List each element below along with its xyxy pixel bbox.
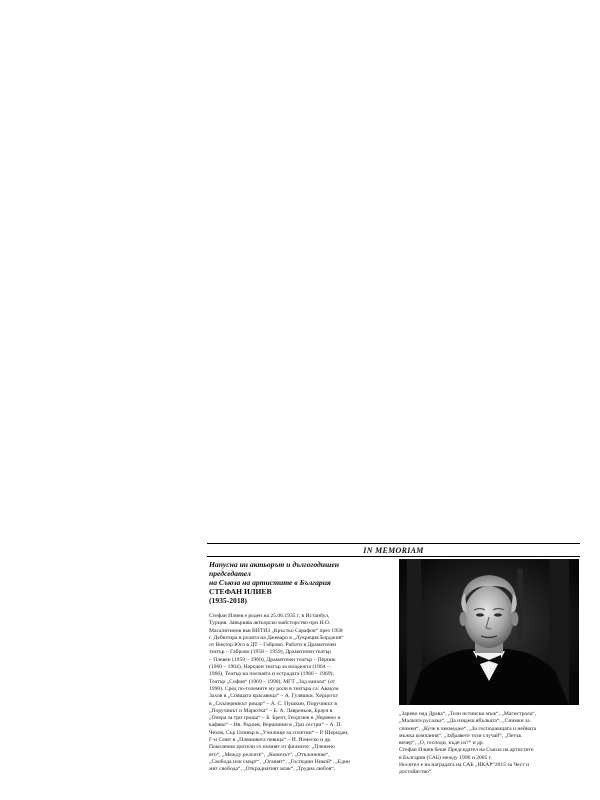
headline-name: СТЕФАН ИЛИЕВ [209, 587, 272, 596]
body-line: „Свобода или смърт“, „Осмият“, „Господин Никой“, „Един [209, 758, 350, 765]
body-line: театър – Габрово (1958 – 1959), Драматичен театър [209, 649, 331, 656]
body-line: Стефан Илиев беше Председател на Съюза на артистите [399, 747, 534, 754]
headline-line-1: Напусна ни актьорът и дългогодишен [209, 560, 339, 569]
headline [209, 560, 394, 605]
body-line: мъжка компания“, „Забравете този случай“, „Петък [399, 732, 522, 739]
headline-years: (1935-2018) [209, 596, 247, 605]
body-line: Чехов, Сър Оливър в „Училище за сплетни“ – Р. Шеридан, [209, 729, 349, 736]
body-line: Турция. Завършва актьорско майсторство при Н.О. [209, 620, 331, 627]
body-line: Театър „София“ (1969 – 1990), МГТ „Зад канала“ (от [209, 678, 336, 685]
body-line: г. Дебютира в ролята на Джеваро в „Лукреция Борджия“ [209, 634, 344, 641]
body-line: ято“, „Между релсите“, „Коничът“, „Отклонение“, [209, 751, 330, 758]
body-line: Стефан Илиев е роден на 25.06.1935 г. в Истанбул, [209, 613, 330, 619]
body-line: достойнство“. [399, 769, 433, 776]
body-line: „Зарево над Драва“, „Този истински мъж“, „Магистрала“, [399, 711, 537, 717]
portrait-photo [399, 559, 579, 705]
body-line: Носител е на наградата на САБ „ИКАР“2015 за Чест и [399, 762, 530, 769]
body-line: (1960 – 1964), Народен театър за младежта (1964 – [209, 664, 330, 671]
section-label: IN MEMORIAM [363, 546, 424, 555]
body-line: „Опера за три гроша“ – Б. Брехт, Георгиев в „Червено и [209, 715, 341, 722]
body-line: в България (САБ) между 1990 и 2005 г. [399, 754, 492, 761]
body-line: – Плевен (1959 – 1960), Драматичен театър – Перник [209, 656, 336, 663]
body-line: от Виктор Юго в ДТ – Габрово. Работи в Драматичен [209, 642, 337, 649]
body-line: „Поручикът и Марютка“ – Б. А. Лавреньов, Браун в [209, 707, 333, 714]
body-line: „Малката русалка“, „Да изядеш ябълката“, „Снимки за [399, 718, 530, 725]
body-line: спомен“, „Куче в чекмедже“, „За господжицата и нейната [399, 725, 537, 732]
headline-line-2: председател [209, 569, 251, 578]
header-rule-top [207, 543, 580, 544]
header-rule-bottom [207, 556, 580, 557]
body-line: Масалитинов във ВИТИЗ „Кръстьо Сарафов“ през 1958 [209, 627, 343, 634]
body-line: Захов в „Спящата красавица“ – А. Гуляшки, Херцогът [209, 693, 339, 700]
body-line: Поколения зрители го помнят от филмите: „Пленено [209, 744, 335, 751]
body-line: в „Скъперникът рицар“ – А. С. Пушкин, Поручикът в [209, 700, 337, 707]
body-line: кафяво“ – Ив. Радоев, Вершинин в „Три сестри“ – А. П. [209, 722, 342, 729]
body-line: 1990). Сред по-големите му роли в театъра са: Авакум [209, 685, 339, 692]
headline-line-3: на Съюза на артистите в България [209, 578, 331, 587]
body-column-right [399, 711, 581, 777]
body-line: вечер“, „О, господи, къде си?“ и др. [399, 740, 485, 747]
body-line: 1966), Театър на поезията и естрадата (1966 – 1969), [209, 671, 334, 678]
body-line: Г-н Смит в „Плешивата певица“ – Й. Йонеско и др. [209, 737, 332, 744]
body-column-left [209, 613, 395, 774]
body-line: миг свобода“, „Откраднатият влак“, „Трудна любов“, [209, 766, 336, 773]
